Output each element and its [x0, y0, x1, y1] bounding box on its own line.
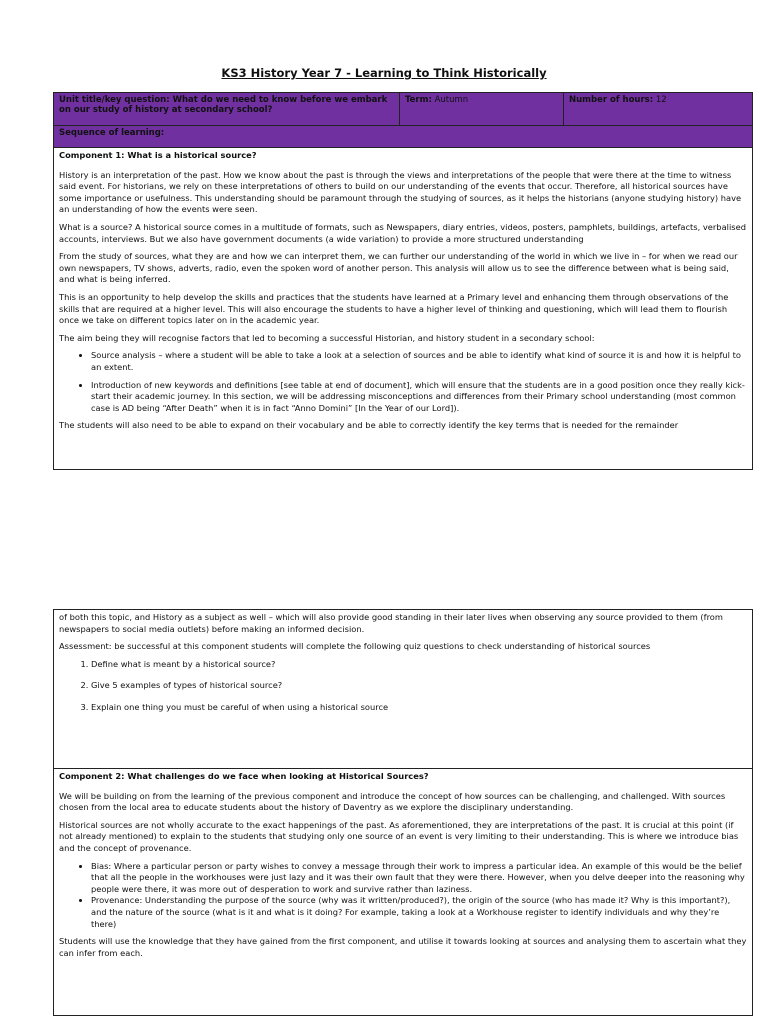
- paragraph: of both this topic, and History as a subject as well – which will also provide good standing in their later lives when observing any source provided to them (from newspapers to social media outlets) before making an informed decision.: [59, 612, 723, 634]
- term-cell: [400, 93, 564, 125]
- hours-value: 12: [655, 95, 667, 105]
- paragraph: Historical sources are not wholly accurate to the exact happenings of the past. As aforementioned, they are interpretations of the past. It is crucial at this point (if not already mentioned) to explain to the students that studying only one source of an event is very limiting to their understanding. This is where we introduce bias and the concept of provenance.: [59, 819, 739, 853]
- component-2-section: [54, 768, 752, 967]
- list-item: • Bias: Where a particular person or party wishes to convey a message through their work to impress a particular idea. An example of this would be the belief that all the people in the workhouses were just lazy and it was their own fault that they were there. However, when you delve deeper into the reasoning why people were there, it was more out of desperation to work and survive rather than laziness.: [91, 861, 747, 896]
- term-value: Autumn: [434, 95, 469, 105]
- paragraph: History is an interpretation of the past. How we know about the past is through the views and interpretations of the people that were there at the time to witness said event. For historians, we rely on these interpretations of others to build on our understanding of the events that occur. Therefore, all historical sources have some importance or usefulness. This understanding should be paramount through the studying of sources, as it helps the historians (anyone studying history) have an understanding of how the events were seen.: [59, 169, 742, 215]
- plan-table-page-2: [53, 609, 753, 1016]
- component-1-heading: Component 1: What is a historical source?: [59, 150, 257, 160]
- component-1-section: [54, 148, 752, 440]
- header-row: [54, 93, 752, 126]
- list-item: 1. Define what is meant by a historical source?: [91, 659, 747, 671]
- list-item: • Source analysis – where a student will be able to take a look at a selection of sources and be able to identify what kind of source it is and how it is helpful to an extent.: [91, 350, 747, 373]
- component-2-heading: Component 2: What challenges do we face when looking at Historical Sources?: [59, 771, 429, 781]
- paragraph: Assessment: be successful at this component students will complete the following quiz questions to check understanding of historical sources: [59, 641, 651, 652]
- quiz-list: [59, 659, 747, 714]
- paragraph: This is an opportunity to help develop the skills and practices that the students have learned at a Primary level and enhancing them through observations of the skills that are required at a higher level. This will also encourage the students to have a higher level of thinking and questioning, which will lead them to flourish once we take on different topics later on in the academic year.: [59, 291, 729, 326]
- hours-cell: [564, 93, 752, 125]
- sequence-row: Sequence of learning:: [54, 126, 752, 148]
- list-item: • Provenance: Understanding the purpose of the source (why was it written/produced?), the origin of the source (who has made it? Why is this important?), and the nature of the source (what is it and what is it doing? For example, taking a look at a Workhouse register to identify individuals and why they’re there): [91, 895, 747, 930]
- component-1-continued: [54, 610, 752, 768]
- hours-label: Number of hours:: [569, 95, 654, 105]
- paragraph: From the study of sources, what they are and how we can interpret them, we can further our understanding of the world in which we live in – for when we read our own newspapers, TV shows, adverts, radio, even the spoken word of another person. This analysis will allow us to see the difference between what is being said, and what is being inferred.: [59, 251, 738, 285]
- paragraph: What is a source? A historical source comes in a multitude of formats, such as Newspapers, diary entries, videos, posters, pamphlets, buildings, artefacts, verbalised accounts, interviews. But we also have government documents (a wide variation) to provide a more structured understanding: [59, 221, 746, 244]
- aims-list: [59, 350, 747, 414]
- paragraph: Students will use the knowledge that they have gained from the first component, and utilise it towards looking at sources and analysing them to ascertain what they can infer from each.: [59, 936, 747, 958]
- concepts-list: [59, 861, 747, 931]
- unit-title-cell: Unit title/key question: What do we need to know before we embark on our study of history at secondary school?: [54, 93, 400, 125]
- paragraph: We will be building on from the learning of the previous component and introduce the concept of how sources can be challenging, and challenged. With sources chosen from the local area to educate students about the history of Daventry as we explore the disciplinary understanding.: [59, 790, 726, 813]
- list-item: 3. Explain one thing you must be careful of when using a historical source: [91, 702, 747, 714]
- paragraph: The students will also need to be able to expand on their vocabulary and be able to correctly identify the key terms that is needed for the remainder: [59, 420, 679, 431]
- document-title: KS3 History Year 7 - Learning to Think Historically: [221, 66, 547, 80]
- list-item: 2. Give 5 examples of types of historical source?: [91, 680, 747, 692]
- plan-table-page-1: [53, 92, 753, 470]
- term-label: Term:: [405, 95, 432, 105]
- paragraph: The aim being they will recognise factors that led to becoming a successful Historian, and history student in a secondary school:: [59, 332, 595, 343]
- list-item: • Introduction of new keywords and definitions [see table at end of document], which will ensure that the students are in a good position once they really kick-start their academic journey. In this section, we will be addressing misconceptions and differences from their Primary school understanding (most common case is AD being “After Death” when it is in fact “Anno Domini” [In the Year of our Lord]).: [91, 380, 747, 415]
